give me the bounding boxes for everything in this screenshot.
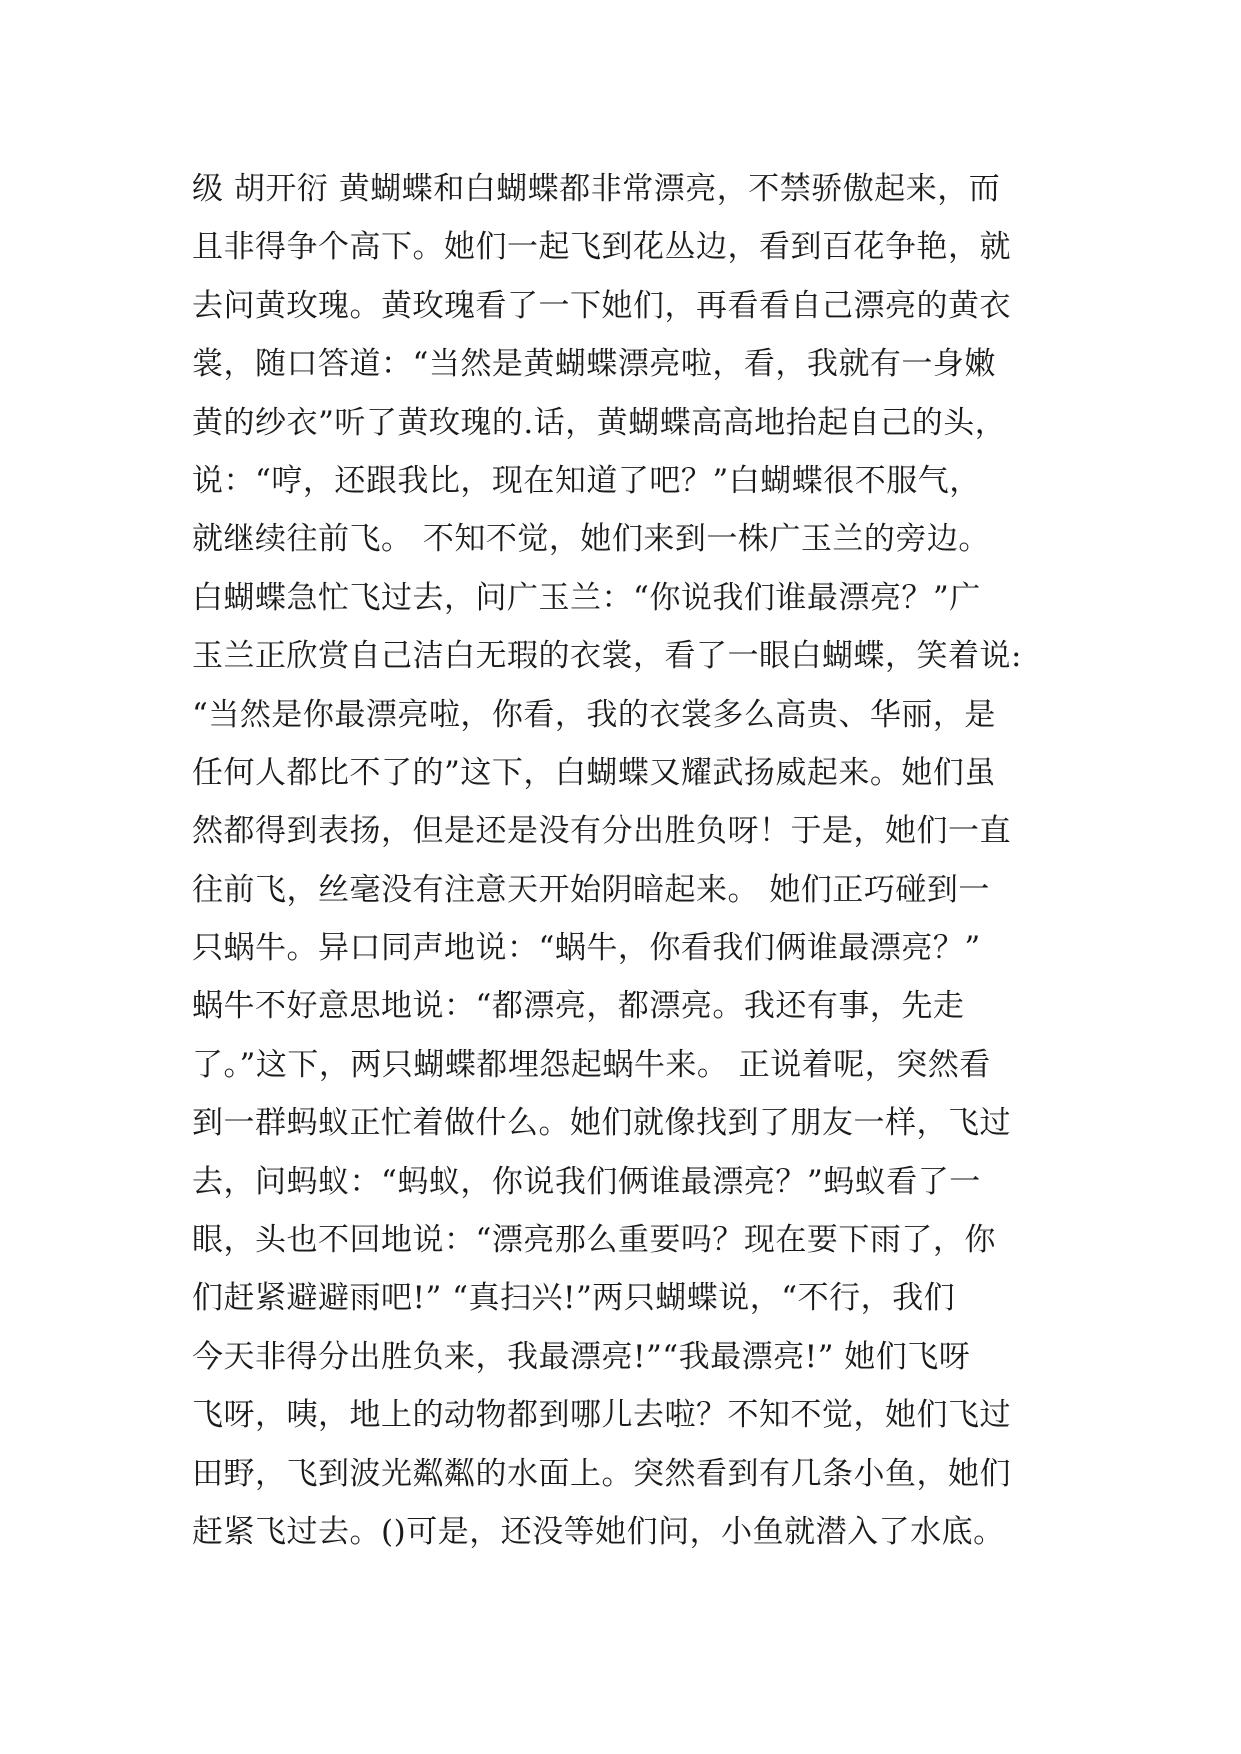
text-line-23: 田野，飞到波光粼粼的水面上。突然看到有几条小鱼，她们 (192, 1455, 1011, 1492)
text-line-16: 了。”这下，两只蝴蝶都埋怨起蜗牛来。 正说着呢，突然看 (192, 1046, 991, 1083)
text-line-5: 黄的纱衣”听了黄玫瑰的.话，黄蝴蝶高高地抬起自己的头， (192, 404, 1007, 441)
text-line-7: 就继续往前飞。 不知不觉，她们来到一株广玉兰的旁边。 (192, 521, 990, 558)
text-line-13: 往前飞，丝毫没有注意天开始阴暗起来。 她们正巧碰到一 (192, 871, 990, 908)
text-line-19: 眼，头也不回地说：“漂亮那么重要吗？现在要下雨了，你 (192, 1222, 996, 1259)
text-line-11: 任何人都比不了的”这下，白蝴蝶又耀武扬威起来。她们虽 (192, 754, 996, 791)
text-line-15: 蜗牛不好意思地说：“都漂亮，都漂亮。我还有事，先走 (192, 988, 965, 1025)
text-line-20: 们赶紧避避雨吧!” “真扫兴!”两只蝴蝶说，“不行，我们 (192, 1280, 956, 1317)
text-line-18: 去，问蚂蚁：“蚂蚁，你说我们俩谁最漂亮？”蚂蚁看了一 (192, 1163, 981, 1200)
text-line-12: 然都得到表扬，但是还是没有分出胜负呀！于是，她们一直 (192, 813, 1011, 850)
text-line-10: “当然是你最漂亮啦，你看，我的衣裳多么高贵、华丽，是 (192, 696, 996, 733)
text-line-2: 且非得争个高下。她们一起飞到花丛边，看到百花争艳，就 (192, 229, 1011, 266)
text-line-9: 玉兰正欣赏自己洁白无瑕的衣裳，看了一眼白蝴蝶，笑着说: (192, 638, 1022, 675)
text-line-3: 去问黄玫瑰。黄玫瑰看了一下她们，再看看自己漂亮的黄衣 (192, 287, 1011, 324)
text-line-24: 赶紧飞过去。()可是，还没等她们问，小鱼就潜入了水底。 (192, 1513, 1005, 1550)
text-line-22: 飞呀，咦，地上的动物都到哪儿去啦？不知不觉，她们飞过 (192, 1397, 1011, 1434)
text-line-6: 说：“哼，还跟我比，现在知道了吧？”白蝴蝶很不服气， (192, 462, 981, 499)
text-line-4: 裳，随口答道：“当然是黄蝴蝶漂亮啦，看，我就有一身嫩 (192, 346, 996, 383)
text-line-21: 今天非得分出胜负来，我最漂亮!”“我最漂亮!” 她们飞呀 (192, 1338, 971, 1375)
text-line-14: 只蜗牛。异口同声地说：“蜗牛，你看我们俩谁最漂亮？” (192, 930, 981, 967)
text-line-17: 到一群蚂蚁正忙着做什么。她们就像找到了朋友一样，飞过 (192, 1105, 1011, 1142)
text-line-8: 白蝴蝶急忙飞过去，问广玉兰：“你说我们谁最漂亮？”广 (192, 579, 981, 616)
story-text (192, 160, 1092, 1561)
text-line-1: 级 胡开衍 黄蝴蝶和白蝴蝶都非常漂亮，不禁骄傲起来，而 (192, 171, 1001, 207)
